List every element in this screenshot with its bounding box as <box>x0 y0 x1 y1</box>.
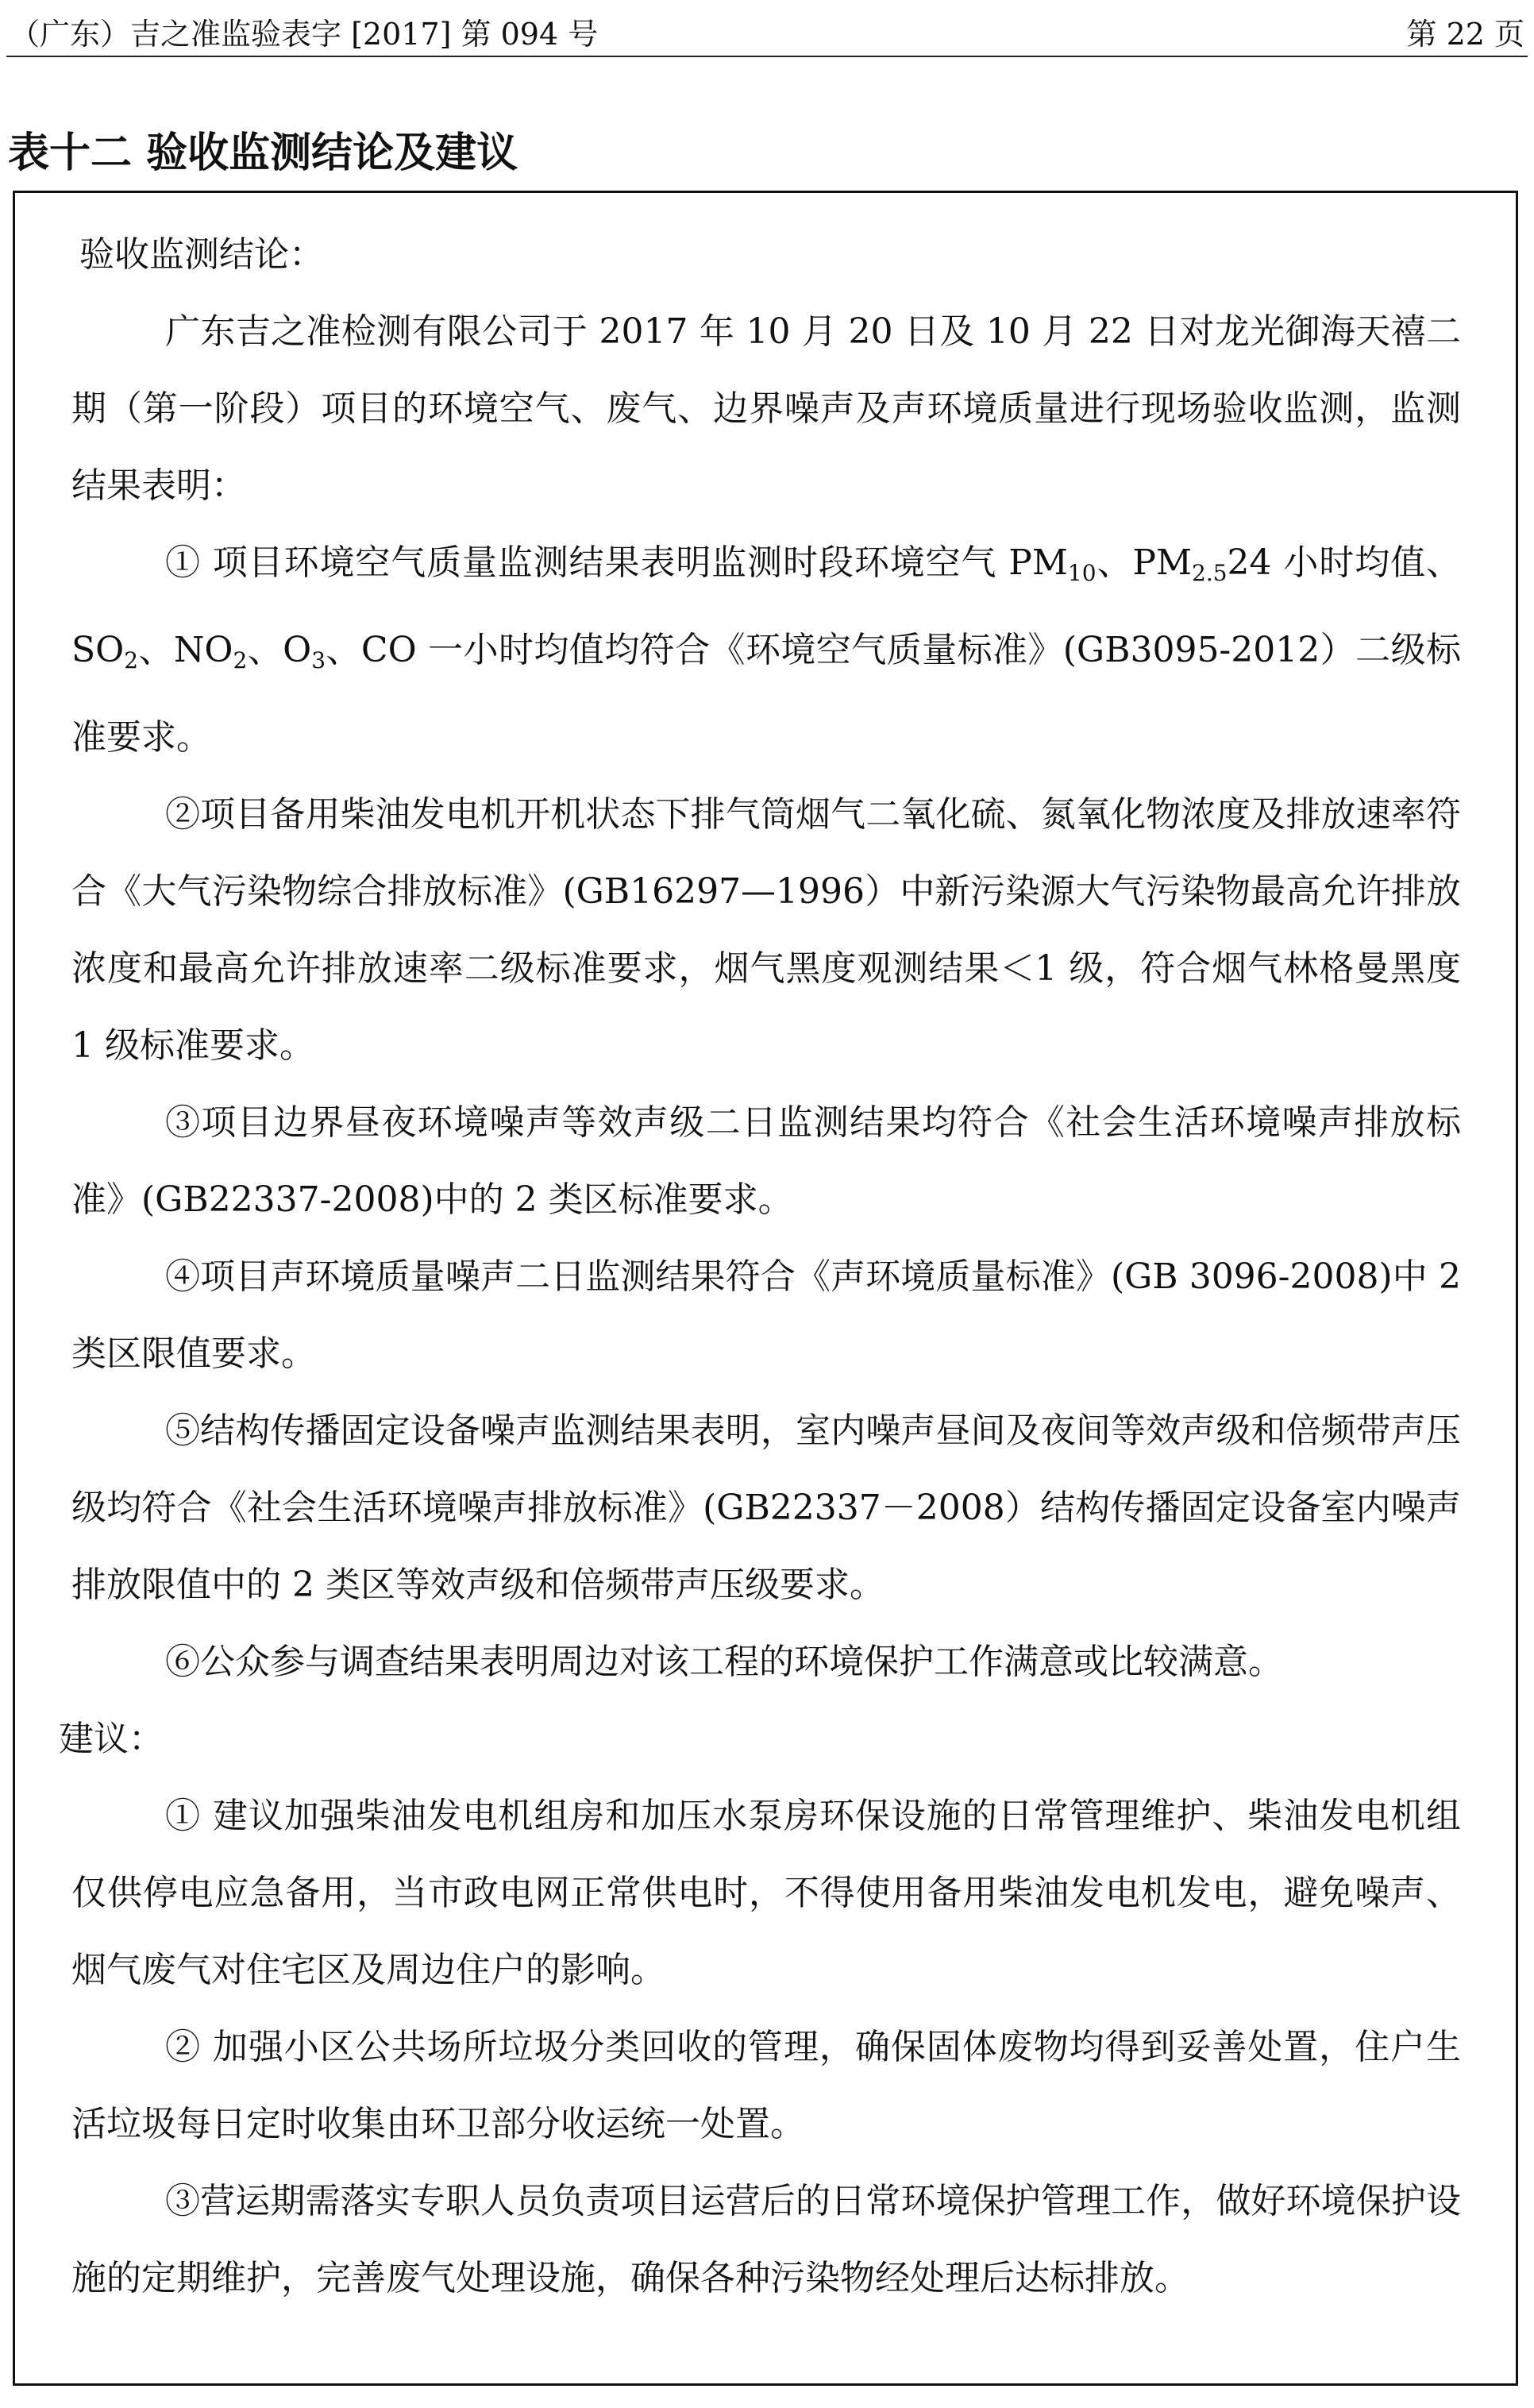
conclusion-label: 验收监测结论： <box>79 234 324 275</box>
suggestion-item-1: ① 建议加强柴油发电机组房和加压水泵房环保设施的日常管理维护、柴油发电机组仅供停电应急备用，当市政电网正常供电时，不得使用备用柴油发电机发电，避免噪声、烟气废气对住宅区及周边住户的影响。 <box>71 1796 1461 1990</box>
section-title: 表十二 验收监测结论及建议 <box>8 129 518 177</box>
conclusion-item-3: ③项目边界昼夜环境噪声等效声级二日监测结果均符合《社会生活环境噪声排放标准》(GB22337-2008)中的 2 类区标准要求。 <box>71 1102 1461 1220</box>
conclusion-item-1: ① 项目环境空气质量监测结果表明监测时段环境空气 $PM_{10}$、$PM_{2.5}24$ 小时均值、$SO_2$、$NO_2$、$O_3$、CO 一小时均值均符合《环境空气质量标准》(GB3095-2012）二级标准要求。 <box>71 542 1461 758</box>
suggestions-label: 建议： <box>59 1719 164 1759</box>
conclusion-item-4: ④项目声环境质量噪声二日监测结果符合《声环境质量标准》(GB 3096-2008)中 2 类区限值要求。 <box>71 1256 1461 1374</box>
conclusion-item-6: ⑥公众参与调查结果表明周边对该工程的环境保护工作满意或比较满意。 <box>165 1642 1283 1682</box>
suggestion-item-2: ② 加强小区公共场所垃圾分类回收的管理，确保固体废物均得到妥善处置，住户生活垃圾每日定时收集由环卫部分收运统一处置。 <box>71 2027 1461 2144</box>
conclusion-item-5: ⑤结构传播固定设备噪声监测结果表明，室内噪声昼间及夜间等效声级和倍频带声压级均符合《社会生活环境噪声排放标准》(GB22337－2008）结构传播固定设备室内噪声排放限值中的 2 类区等效声级和倍频带声压级要求。 <box>71 1410 1461 1605</box>
page-header <box>0 0 1534 56</box>
document-number: （广东）吉之准监验表字 [2017] 第 094 号 <box>10 17 599 52</box>
content-body <box>59 216 1461 2317</box>
header-divider <box>6 56 1528 57</box>
page-number: 第 22 页 <box>1406 17 1524 52</box>
suggestion-item-3: ③营运期需落实专职人员负责项目运营后的日常环境保护管理工作，做好环境保护设施的定期维护，完善废气处理设施，确保各种污染物经处理后达标排放。 <box>71 2181 1461 2298</box>
conclusion-intro: 广东吉之准检测有限公司于 2017 年 10 月 20 日及 10 月 22 日对龙光御海天禧二期（第一阶段）项目的环境空气、废气、边界噪声及声环境质量进行现场验收监测，监测结果表明： <box>71 311 1461 506</box>
conclusion-item-2: ②项目备用柴油发电机开机状态下排气筒烟气二氧化硫、氮氧化物浓度及排放速率符合《大气污染物综合排放标准》(GB16297—1996）中新污染源大气污染物最高允许排放浓度和最高允许排放速率二级标准要求，烟气黑度观测结果＜1 级，符合烟气林格曼黑度 1 级标准要求。 <box>71 794 1461 1066</box>
